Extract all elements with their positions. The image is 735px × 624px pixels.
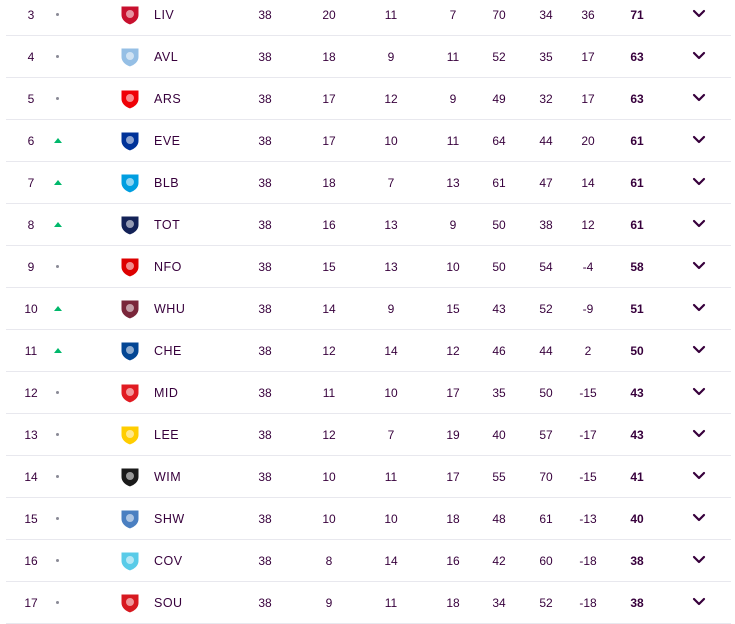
sheffield-wed-crest-icon [118, 507, 142, 531]
position-number: 4 [27, 50, 35, 64]
goal-difference-cell: -9 [582, 302, 594, 316]
lost-cell: 15 [446, 302, 460, 316]
goals-against-cell: 35 [539, 50, 553, 64]
wimbledon-crest-icon [118, 465, 142, 489]
goals-against-cell: 38 [539, 218, 553, 232]
goals-for-cell: 48 [492, 512, 506, 526]
lost-cell: 17 [446, 470, 460, 484]
drawn-cell: 10 [384, 512, 398, 526]
played-cell: 38 [258, 302, 272, 316]
table-row[interactable] [6, 204, 731, 246]
goal-difference-cell: -15 [579, 386, 597, 400]
goal-difference-cell: 17 [581, 50, 595, 64]
played-cell: 38 [258, 386, 272, 400]
chevron-down-icon[interactable] [689, 468, 709, 484]
goals-for-cell: 40 [492, 428, 506, 442]
lost-cell: 11 [446, 50, 460, 64]
won-cell: 18 [322, 176, 336, 190]
chevron-down-icon[interactable] [689, 48, 709, 64]
played-cell: 38 [258, 134, 272, 148]
everton-crest-icon [118, 129, 142, 153]
chevron-down-icon[interactable] [689, 132, 709, 148]
goal-difference-cell: 36 [581, 8, 595, 22]
movement-same-icon [53, 0, 63, 36]
won-cell: 9 [325, 596, 333, 610]
drawn-cell: 9 [387, 50, 395, 64]
won-cell: 10 [322, 512, 336, 526]
goals-for-cell: 35 [492, 386, 506, 400]
lost-cell: 16 [446, 554, 460, 568]
points-cell: 38 [630, 596, 644, 610]
goal-difference-cell: 12 [581, 218, 595, 232]
movement-same-icon [53, 540, 63, 582]
chevron-down-icon[interactable] [689, 216, 709, 232]
goals-for-cell: 34 [492, 596, 506, 610]
movement-same-icon [53, 36, 63, 78]
lost-cell: 12 [446, 344, 460, 358]
goal-difference-cell: 20 [581, 134, 595, 148]
club-name[interactable]: TOT [154, 218, 181, 232]
chevron-down-icon[interactable] [689, 6, 709, 22]
position-number: 14 [24, 470, 38, 484]
goals-against-cell: 44 [539, 344, 553, 358]
won-cell: 12 [322, 428, 336, 442]
club-name[interactable]: LEE [154, 428, 180, 442]
goals-for-cell: 49 [492, 92, 506, 106]
leeds-crest-icon [118, 423, 142, 447]
goal-difference-cell: -18 [579, 554, 597, 568]
movement-same-icon [53, 414, 63, 456]
chevron-down-icon[interactable] [689, 258, 709, 274]
drawn-cell: 10 [384, 386, 398, 400]
arsenal-crest-icon [118, 87, 142, 111]
movement-same-icon [53, 582, 63, 624]
goals-against-cell: 44 [539, 134, 553, 148]
points-cell: 38 [630, 554, 644, 568]
points-cell: 63 [630, 50, 644, 64]
club-name[interactable]: EVE [154, 134, 181, 148]
goals-against-cell: 50 [539, 386, 553, 400]
goals-for-cell: 42 [492, 554, 506, 568]
table-row[interactable] [6, 498, 731, 540]
club-name[interactable]: SOU [154, 596, 183, 610]
won-cell: 14 [322, 302, 336, 316]
drawn-cell: 14 [384, 554, 398, 568]
points-cell: 43 [630, 386, 644, 400]
won-cell: 17 [322, 134, 336, 148]
points-cell: 41 [630, 470, 644, 484]
lost-cell: 18 [446, 596, 460, 610]
drawn-cell: 9 [387, 302, 395, 316]
goal-difference-cell: 14 [581, 176, 595, 190]
played-cell: 38 [258, 344, 272, 358]
drawn-cell: 7 [387, 428, 395, 442]
drawn-cell: 14 [384, 344, 398, 358]
position-number: 15 [24, 512, 38, 526]
table-row[interactable] [6, 36, 731, 78]
position-number: 12 [24, 386, 38, 400]
won-cell: 8 [325, 554, 333, 568]
won-cell: 10 [322, 470, 336, 484]
middlesbrough-crest-icon [118, 381, 142, 405]
club-name[interactable]: COV [154, 554, 183, 568]
played-cell: 38 [258, 92, 272, 106]
points-cell: 63 [630, 92, 644, 106]
movement-up-icon [53, 288, 63, 330]
movement-up-icon [53, 330, 63, 372]
points-cell: 58 [630, 260, 644, 274]
club-name[interactable]: SHW [154, 512, 185, 526]
movement-up-icon [53, 120, 63, 162]
tottenham-crest-icon [118, 213, 142, 237]
drawn-cell: 11 [384, 8, 398, 22]
won-cell: 11 [322, 386, 336, 400]
goal-difference-cell: -15 [579, 470, 597, 484]
position-number: 8 [27, 218, 35, 232]
won-cell: 17 [322, 92, 336, 106]
table-row[interactable] [6, 582, 731, 624]
drawn-cell: 13 [384, 218, 398, 232]
table-row[interactable] [6, 0, 731, 36]
club-name[interactable]: MID [154, 386, 179, 400]
table-row[interactable] [6, 120, 731, 162]
won-cell: 20 [322, 8, 336, 22]
points-cell: 43 [630, 428, 644, 442]
movement-same-icon [53, 456, 63, 498]
club-name[interactable]: WIM [154, 470, 182, 484]
chevron-down-icon[interactable] [689, 300, 709, 316]
table-row[interactable] [6, 372, 731, 414]
position-number: 3 [27, 8, 35, 22]
goals-against-cell: 60 [539, 554, 553, 568]
goals-against-cell: 57 [539, 428, 553, 442]
table-row[interactable] [6, 162, 731, 204]
goals-against-cell: 34 [539, 8, 553, 22]
goals-against-cell: 52 [539, 302, 553, 316]
club-name[interactable]: ARS [154, 92, 182, 106]
club-name[interactable]: WHU [154, 302, 186, 316]
nottm-forest-crest-icon [118, 255, 142, 279]
points-cell: 50 [630, 344, 644, 358]
lost-cell: 7 [449, 8, 457, 22]
position-number: 10 [24, 302, 38, 316]
won-cell: 16 [322, 218, 336, 232]
goal-difference-cell: -4 [582, 260, 594, 274]
position-number: 7 [27, 176, 35, 190]
movement-same-icon [53, 246, 63, 288]
table-row[interactable] [6, 456, 731, 498]
goal-difference-cell: 2 [584, 344, 592, 358]
club-name[interactable]: CHE [154, 344, 182, 358]
movement-up-icon [53, 204, 63, 246]
position-number: 5 [27, 92, 35, 106]
movement-same-icon [53, 372, 63, 414]
points-cell: 51 [630, 302, 644, 316]
coventry-crest-icon [118, 549, 142, 573]
goals-for-cell: 50 [492, 260, 506, 274]
drawn-cell: 7 [387, 176, 395, 190]
goals-for-cell: 64 [492, 134, 506, 148]
drawn-cell: 12 [384, 92, 398, 106]
aston-villa-crest-icon [118, 45, 142, 69]
movement-same-icon [53, 498, 63, 540]
club-name[interactable]: AVL [154, 50, 179, 64]
movement-up-icon [53, 162, 63, 204]
played-cell: 38 [258, 512, 272, 526]
position-number: 16 [24, 554, 38, 568]
lost-cell: 19 [446, 428, 460, 442]
chevron-down-icon[interactable] [689, 384, 709, 400]
lost-cell: 18 [446, 512, 460, 526]
goals-for-cell: 52 [492, 50, 506, 64]
goal-difference-cell: -18 [579, 596, 597, 610]
goals-for-cell: 55 [492, 470, 506, 484]
chevron-down-icon[interactable] [689, 342, 709, 358]
club-name[interactable]: NFO [154, 260, 182, 274]
goals-for-cell: 61 [492, 176, 506, 190]
club-name[interactable]: BLB [154, 176, 180, 190]
lost-cell: 13 [446, 176, 460, 190]
goals-against-cell: 61 [539, 512, 553, 526]
goals-against-cell: 47 [539, 176, 553, 190]
won-cell: 18 [322, 50, 336, 64]
played-cell: 38 [258, 428, 272, 442]
played-cell: 38 [258, 554, 272, 568]
played-cell: 38 [258, 260, 272, 274]
goals-against-cell: 32 [539, 92, 553, 106]
chevron-down-icon[interactable] [689, 90, 709, 106]
goals-for-cell: 70 [492, 8, 506, 22]
points-cell: 71 [630, 8, 644, 22]
goals-against-cell: 54 [539, 260, 553, 274]
chevron-down-icon[interactable] [689, 552, 709, 568]
goal-difference-cell: 17 [581, 92, 595, 106]
played-cell: 38 [258, 176, 272, 190]
played-cell: 38 [258, 218, 272, 232]
table-row[interactable] [6, 330, 731, 372]
played-cell: 38 [258, 8, 272, 22]
table-row[interactable] [6, 540, 731, 582]
position-number: 11 [24, 344, 38, 358]
table-row[interactable] [6, 246, 731, 288]
lost-cell: 9 [449, 218, 457, 232]
club-name[interactable]: LIV [154, 8, 175, 22]
points-cell: 61 [630, 176, 644, 190]
goal-difference-cell: -17 [579, 428, 597, 442]
table-row[interactable] [6, 414, 731, 456]
lost-cell: 17 [446, 386, 460, 400]
points-cell: 61 [630, 134, 644, 148]
goals-for-cell: 46 [492, 344, 506, 358]
won-cell: 12 [322, 344, 336, 358]
movement-same-icon [53, 78, 63, 120]
position-number: 9 [27, 260, 35, 274]
lost-cell: 11 [446, 134, 460, 148]
position-number: 13 [24, 428, 38, 442]
drawn-cell: 13 [384, 260, 398, 274]
drawn-cell: 11 [384, 470, 398, 484]
west-ham-crest-icon [118, 297, 142, 321]
chelsea-crest-icon [118, 339, 142, 363]
goals-against-cell: 52 [539, 596, 553, 610]
won-cell: 15 [322, 260, 336, 274]
goals-against-cell: 70 [539, 470, 553, 484]
goals-for-cell: 50 [492, 218, 506, 232]
chevron-down-icon[interactable] [689, 510, 709, 526]
blackburn-crest-icon [118, 171, 142, 195]
table-row[interactable] [6, 288, 731, 330]
played-cell: 38 [258, 470, 272, 484]
goal-difference-cell: -13 [579, 512, 597, 526]
position-number: 6 [27, 134, 35, 148]
table-row[interactable] [6, 78, 731, 120]
chevron-down-icon[interactable] [689, 594, 709, 610]
points-cell: 61 [630, 218, 644, 232]
points-cell: 40 [630, 512, 644, 526]
played-cell: 38 [258, 50, 272, 64]
drawn-cell: 11 [384, 596, 398, 610]
played-cell: 38 [258, 596, 272, 610]
liverpool-crest-icon [118, 3, 142, 27]
position-number: 17 [24, 596, 38, 610]
lost-cell: 10 [446, 260, 460, 274]
lost-cell: 9 [449, 92, 457, 106]
goals-for-cell: 43 [492, 302, 506, 316]
chevron-down-icon[interactable] [689, 426, 709, 442]
drawn-cell: 10 [384, 134, 398, 148]
chevron-down-icon[interactable] [689, 174, 709, 190]
southampton-crest-icon [118, 591, 142, 615]
